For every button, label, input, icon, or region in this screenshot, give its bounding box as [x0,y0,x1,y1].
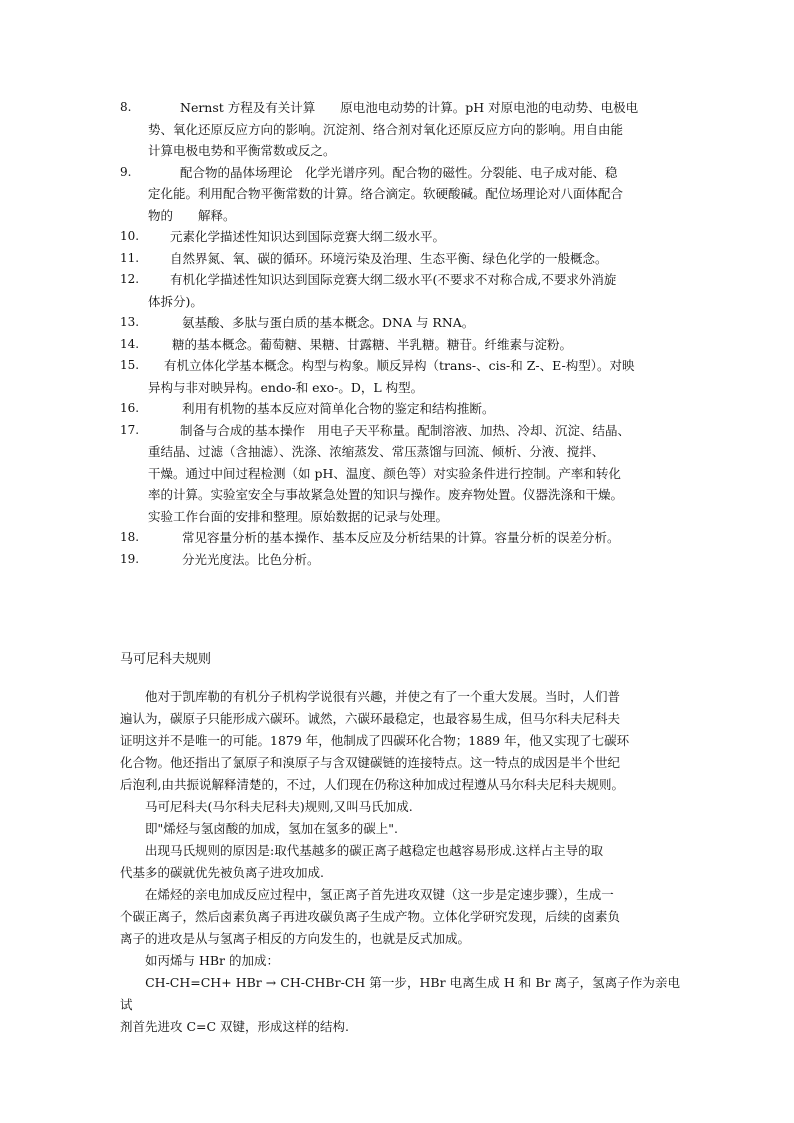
list-item-number: 10. [120,229,140,243]
paragraph [120,840,680,884]
list-item-text: 定化能。利用配合物平衡常数的计算。络合滴定。软硬酸碱。配位场理论对八面体配合 [148,186,624,201]
list-item-text: 率的计算。实验室安全与事故紧急处置的知识与操作。废弃物处置。仪器洗涤和干燥。 [148,487,624,502]
paragraph-line: 他对于凯库勒的有机分子机构学说很有兴趣，并使之有了一个重大发展。当时，人们普 [120,689,621,704]
list-item-text: 配合物的晶体场理论 化学光谱序列。配合物的磁性。分裂能、电子成对能、稳 [180,164,618,180]
list-item-continuation [120,506,680,528]
paragraph [120,884,680,950]
paragraph-line: CH-CH=CH+ HBr → CH-CHBr-CH 第一步，HBr 电离生成 H 和 Br 离子，氢离子作为亲电试 [120,975,680,1012]
list-item-continuation [120,183,680,205]
list-item-text: 干燥。通过中间过程检测（如 pH、温度、颜色等）对实验条件进行控制。产率和转化 [148,465,621,481]
list-item [120,162,680,184]
list-item-text: 常见容量分析的基本操作、基本反应及分析结果的计算。容量分析的误差分析。 [182,530,620,545]
list-item [120,334,680,356]
list-item-text: 有机立体化学基本概念。构型与构象。顺反异构（trans-、cis-和 Z-、E-构型）。对映 [164,358,635,373]
list-item-text: 异构与非对映异构。endo-和 exo-。D，L 构型。 [148,379,424,395]
list-item-number: 11. [120,250,140,265]
list-item [120,398,680,420]
list-item-continuation [120,119,680,141]
paragraph-line: 如丙烯与 HBr 的加成： [120,953,280,968]
paragraph-line: 出现马氏规则的原因是:取代基越多的碳正离子越稳定也越容易形成.这样占主导的取 [120,843,604,858]
list-item [120,355,680,377]
syllabus-list [120,97,680,570]
paragraph-line: 证明这并不是唯一的可能。1879 年，他制成了四碳环化合物；1889 年，他又实现了七碳环 [120,733,630,748]
paragraph [120,818,680,840]
list-item-text: 利用有机物的基本反应对简单化合物的鉴定和结构推断。 [182,401,495,416]
paragraph [120,796,680,818]
paragraph-line: 化合物。他还指出了氯原子和溴原子与含双键碳链的连接特点。这一特点的成因是半个世纪 [120,755,621,770]
paragraph-line: 代基多的碳就优先被负离子进攻加成. [120,865,324,880]
list-item-continuation [120,377,680,399]
list-item-number: 17. [120,422,140,437]
list-item-text: 物的 解释。 [148,207,236,223]
paragraph-line: 即"烯烃与氢卤酸的加成，氢加在氢多的碳上". [120,821,398,836]
list-item-text: 势、氧化还原反应方向的影响。沉淀剂、络合剂对氧化还原反应方向的影响。用自由能 [148,121,624,137]
list-item-continuation [120,484,680,506]
list-item-text: 计算电极电势和平衡常数或反之。 [148,143,336,158]
paragraph-line: 后泡利,由共振说解释清楚的，不过，人们现在仍称这种加成过程遵从马尔科夫尼科夫规则。 [120,777,624,792]
list-item-number: 16. [120,401,140,415]
paragraph [120,686,680,796]
list-item-text: 氨基酸、多肽与蛋白质的基本概念。DNA 与 RNA。 [182,315,475,330]
paragraph-line: 个碳正离子，然后卤素负离子再进攻碳负离子生成产物。立体化学研究发现，后续的卤素负 [120,909,621,924]
list-item-number: 9. [120,164,132,179]
paragraph-line: 剂首先进攻 C=C 双键，形成这样的结构. [120,1019,350,1034]
section-heading: 马可尼科夫规则 [120,652,212,667]
list-item [120,527,680,549]
list-item-number: 12. [120,272,140,286]
list-item-number: 15. [120,358,140,372]
list-item-continuation [120,140,680,162]
list-item-text: 重结晶、过滤（含抽滤）、洗涤、浓缩蒸发、常压蒸馏与回流、倾析、分液、搅拌、 [148,444,605,459]
list-item-text: 制备与合成的基本操作 用电子天平称量。配制溶液、加热、冷却、沉淀、结晶、 [180,422,631,438]
list-item-number: 14. [120,336,140,351]
list-item-number: 13. [120,315,140,329]
list-item-text: 体拆分)。 [148,293,203,309]
paragraph [120,972,680,1038]
list-item [120,420,680,442]
paragraph-line: 离子的进攻是从与氢离子相反的方向发生的，也就是反式加成。 [120,931,471,946]
list-item [120,269,680,291]
list-item-number: 8. [120,100,132,114]
paragraph-line: 在烯烃的亲电加成反应过程中，氢正离子首先进攻双键（这一步是定速步骤），生成一 [120,887,614,902]
article-body [120,686,680,1038]
list-item-continuation [120,205,680,227]
list-item [120,226,680,248]
list-item-text: 自然界氮、氧、碳的循环。环境污染及治理、生态平衡、绿色化学的一般概念。 [170,250,608,266]
list-item-text: 元素化学描述性知识达到国际竞赛大纲二级水平。 [170,229,446,244]
list-item [120,248,680,270]
list-item-continuation [120,463,680,485]
list-item-continuation [120,441,680,463]
list-item [120,312,680,334]
paragraph-line: 马可尼科夫(马尔科夫尼科夫)规则,又叫马氏加成. [120,799,413,814]
list-item-text: Nernst 方程及有关计算 原电池电动势的计算。pH 对原电池的电动势、电极电 [180,100,639,115]
list-item-text: 有机化学描述性知识达到国际竞赛大纲二级水平(不要求不对称合成,不要求外消旋 [170,272,617,287]
list-item-continuation [120,291,680,313]
paragraph-line: 遍认为，碳原子只能形成六碳环。诚然，六碳环最稳定，也最容易生成，但马尔科夫尼科夫 [120,711,621,726]
list-item-text: 糖的基本概念。葡萄糖、果糖、甘露糖、半乳糖。糖苷。纤维素与淀粉。 [172,336,573,352]
paragraph [120,950,680,972]
list-item-number: 18. [120,530,140,544]
list-item [120,549,680,571]
list-item-number: 19. [120,551,140,566]
list-item-text: 分光光度法。比色分析。 [182,551,320,567]
list-item-text: 实验工作台面的安排和整理。原始数据的记录与处理。 [148,508,449,524]
list-item [120,97,680,119]
